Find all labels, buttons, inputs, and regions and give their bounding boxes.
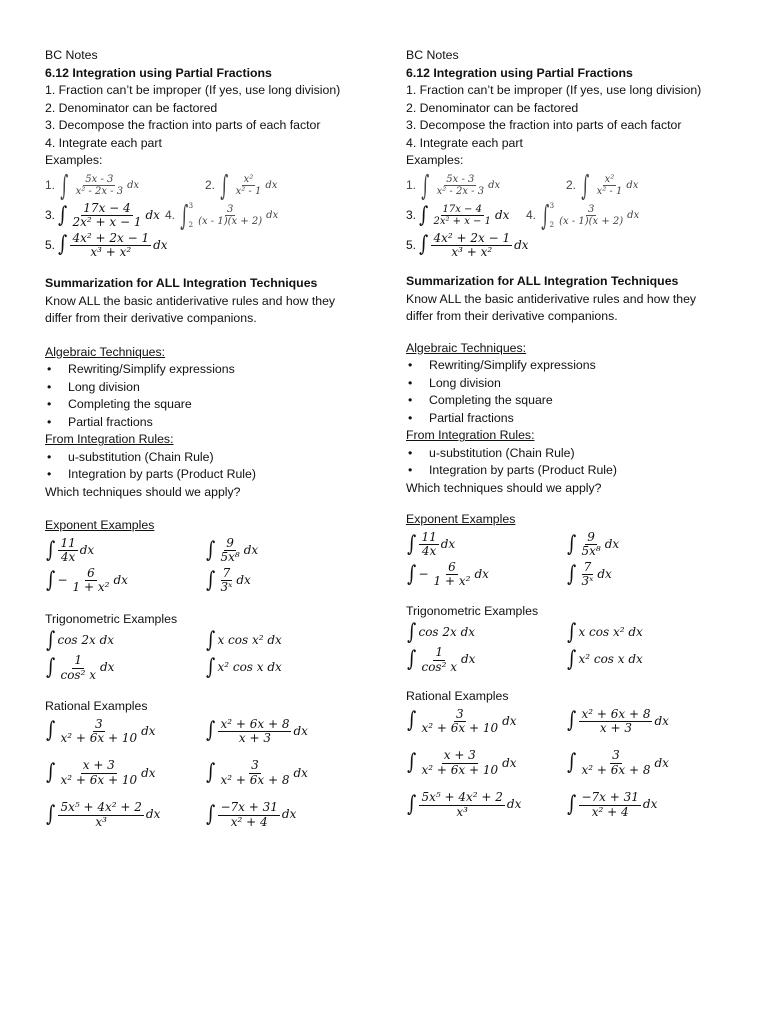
exponent-heading: Exponent Examples (406, 512, 516, 527)
algebraic-list (406, 357, 758, 427)
notes-column-left (45, 47, 397, 831)
integral-sign: ∫ (541, 198, 550, 232)
rational-3-fraction: $\frac{x + 3}{\text{x² + 6x + 10}}$ (421, 748, 499, 777)
integral-sign: ∫ (58, 202, 68, 228)
trig-a-expression: cos 2x dx (418, 625, 476, 640)
rational-1-fraction: $\frac{3}{\text{x² + 6x + 10}}$ (421, 706, 499, 735)
summary-text-2: differ from their derivative companions. (45, 311, 257, 326)
example-number: 3. (406, 207, 417, 222)
integral-sign: ∫ (206, 760, 216, 786)
integral-sign: ∫ (206, 628, 216, 654)
list-item: • Completing the square (45, 396, 397, 414)
integral-sign: ∫ (46, 718, 56, 744)
rational-2-fraction: $\frac{\text{x² + 6x + 8}}{x + 3}$ (581, 706, 651, 735)
integral-sign: ∫ (206, 802, 216, 828)
question-text: Which techniques should we apply? (406, 480, 602, 495)
exponent-d-fraction: $\frac{7}{\text{3ˣ}}$ (220, 565, 233, 595)
example-row-5: 5. ∫ $\frac{\text{4x² + 2x − 1}}{\text{x³ + x²}}$ dx (406, 230, 529, 259)
example-2-fraction: $\frac{\text{x²}}{\text{x² - 1}}$ (596, 173, 623, 197)
rational-examples: ∫ $\frac{3}{\text{x² + 6x + 10}}$ dx ∫ $\frac{\text{x² + 6x + 8}}{x + 3}$ dx ∫ $\frac{x + 3}{\text{x² + 6x + 10}}$ dx ∫ $\frac{3}{\text{x² + 6x + 8}}$ dx ∫ $\frac{\text{5x⁵ + 4x² + 2}}{\text{x³}}$ dx ∫ $\frac{-7x + 31}{\text{x² + 4}}$ dx (46, 716, 308, 829)
exponent-examples: ∫ $\frac{11}{4x}$ dx ∫ $\frac{9}{\text{5x⁸}}$ dx ∫ − $\frac{6}{\text{1 + x²}}$ dx ∫ $\frac{7}{\text{3ˣ}}$ dx (46, 535, 259, 595)
example-4-fraction: $\frac{3}{(x - 1)(x + 2)}$ (559, 203, 624, 227)
trig-examples: ∫ cos 2x dx ∫ x cos x² dx ∫ $\frac{1}{\text{cos² x}}$ dx ∫ x² cos x dx (407, 620, 643, 674)
integral-sign: ∫ (407, 561, 417, 587)
course-label: BC Notes (45, 48, 98, 62)
summary-text-2: differ from their derivative companions. (406, 309, 618, 324)
integral-sign: ∫ (46, 802, 56, 828)
list-item: • Integration by parts (Product Rule) (406, 462, 758, 480)
example-1-fraction: $\frac{5x - 3}{\text{x² - 2x - 3}}$ (75, 173, 124, 197)
question-text: Which techniques should we apply? (45, 484, 241, 499)
integral-sign: ∫ (407, 531, 417, 557)
list-item: • u-substitution (Chain Rule) (406, 445, 758, 463)
algebraic-list (45, 361, 397, 431)
example-3-fraction: $\frac{17x - 4}{\text{2x² + x − 1}}$ (433, 203, 491, 227)
step-4: 4. Integrate each part (45, 135, 162, 150)
rational-heading: Rational Examples (45, 699, 148, 713)
rational-6-fraction: $\frac{-7x + 31}{\text{x² + 4}}$ (220, 800, 278, 829)
rational-1-fraction: $\frac{3}{\text{x² + 6x + 10}}$ (60, 716, 138, 745)
algebraic-heading: Algebraic Techniques: (45, 344, 166, 359)
example-number: 3. (45, 207, 56, 222)
examples-row-3-4: 3. ∫ $\frac{17x - 4}{\text{2x² + x − 1}}$ dx 4. ∫ 3 2 $\frac{3}{(x - 1)(x + 2)}$ dx (45, 198, 279, 232)
examples-row-1-2: 1. ∫ $\frac{5x - 3}{\text{x² - 2x - 3}}$ dx 2. ∫ $\frac{\text{x²}}{\text{x² - 1}}$ dx (406, 168, 639, 202)
list-item: • Integration by parts (Product Rule) (45, 466, 397, 484)
step-2: 2. Denominator can be factored (406, 100, 579, 115)
rational-4-fraction: $\frac{3}{\text{x² + 6x + 8}}$ (220, 758, 290, 787)
rational-examples: ∫ $\frac{3}{\text{x² + 6x + 10}}$ dx ∫ $\frac{\text{x² + 6x + 8}}{x + 3}$ dx ∫ $\frac{x + 3}{\text{x² + 6x + 10}}$ dx ∫ $\frac{3}{\text{x² + 6x + 8}}$ dx ∫ $\frac{\text{5x⁵ + 4x² + 2}}{\text{x³}}$ dx ∫ $\frac{-7x + 31}{\text{x² + 4}}$ dx (407, 706, 669, 819)
rules-list (45, 449, 397, 484)
example-4-fraction: $\frac{3}{(x - 1)(x + 2)}$ (198, 203, 263, 227)
integral-sign: ∫ (407, 708, 417, 734)
exponent-examples: ∫ $\frac{11}{4x}$ dx ∫ $\frac{9}{\text{5x⁸}}$ dx ∫ − $\frac{6}{\text{1 + x²}}$ dx ∫ $\frac{7}{\text{3ˣ}}$ dx (407, 529, 620, 589)
example-row-5: 5. ∫ $\frac{\text{4x² + 2x − 1}}{\text{x³ + x²}}$ dx (45, 230, 168, 259)
examples-row-1-2: 1. ∫ $\frac{5x - 3}{\text{x² - 2x - 3}}$ dx 2. ∫ $\frac{\text{x²}}{\text{x² - 1}}$ dx (45, 168, 278, 202)
step-1: 1. Fraction can’t be improper (If yes, use long division) (406, 83, 702, 97)
examples-label: Examples: (406, 153, 464, 167)
rational-2-fraction: $\frac{\text{x² + 6x + 8}}{x + 3}$ (220, 716, 290, 745)
integral-sign: ∫ (206, 655, 216, 681)
list-item: • Long division (406, 375, 758, 393)
examples-row-3-4: 3. ∫ $\frac{17x - 4}{\text{2x² + x − 1}}$ dx 4. ∫ 3 2 $\frac{3}{(x - 1)(x + 2)}$ dx (406, 198, 640, 232)
step-1: 1. Fraction can’t be improper (If yes, use long division) (45, 83, 341, 97)
summary-title: Summarization for ALL Integration Techniques (406, 274, 679, 289)
integral-sign: ∫ (581, 168, 590, 202)
integral-sign: ∫ (206, 718, 216, 744)
summary-title: Summarization for ALL Integration Techniques (45, 276, 318, 291)
notes-column-right (406, 47, 758, 821)
list-item: • u-substitution (Chain Rule) (45, 449, 397, 467)
example-number: 4. (526, 207, 537, 222)
integral-sign: ∫ (567, 708, 577, 734)
integral-sign: ∫ (407, 620, 417, 646)
rational-4-fraction: $\frac{3}{\text{x² + 6x + 8}}$ (581, 748, 651, 777)
integral-sign: ∫ (567, 647, 577, 673)
step-4: 4. Integrate each part (406, 135, 523, 150)
integral-sign: ∫ (46, 628, 56, 654)
rational-heading: Rational Examples (406, 689, 509, 703)
trig-heading: Trigonometric Examples (406, 603, 539, 618)
step-2: 2. Denominator can be factored (45, 100, 218, 115)
step-3: 3. Decompose the fraction into parts of each factor (45, 118, 321, 132)
example-3-fraction: $\frac{17x - 4}{\text{2x² + x − 1}}$ (72, 200, 142, 229)
trig-b-expression: x cos x² dx (578, 625, 643, 640)
integral-sign: ∫ (407, 647, 417, 673)
summary-text-1: Know ALL the basic antiderivative rules and how they (45, 293, 336, 308)
integral-sign: ∫ (46, 760, 56, 786)
rational-5-fraction: $\frac{\text{5x⁵ + 4x² + 2}}{\text{x³}}$ (60, 800, 142, 829)
exponent-heading: Exponent Examples (45, 518, 155, 533)
integral-sign: ∫ (46, 655, 56, 681)
integral-sign: ∫ (567, 620, 577, 646)
exponent-b-fraction: $\frac{9}{\text{5x⁸}}$ (581, 529, 601, 559)
exponent-c-fraction: $\frac{6}{\text{1 + x²}}$ (72, 565, 110, 595)
integral-sign: ∫ (567, 531, 577, 557)
example-2-fraction: $\frac{\text{x²}}{\text{x² - 1}}$ (235, 173, 262, 197)
list-item: • Completing the square (406, 392, 758, 410)
example-number: 2. (205, 177, 216, 192)
rules-heading: From Integration Rules: (406, 428, 535, 443)
list-item: • Rewriting/Simplify expressions (406, 357, 758, 375)
examples-label: Examples: (45, 153, 103, 167)
rational-6-fraction: $\frac{-7x + 31}{\text{x² + 4}}$ (581, 790, 639, 819)
example-number: 5. (406, 237, 417, 252)
example-1-fraction: $\frac{5x - 3}{\text{x² - 2x - 3}}$ (436, 173, 485, 197)
integral-limits: 3 2 (549, 201, 555, 229)
trig-c-fraction: $\frac{1}{\text{cos² x}}$ (60, 653, 96, 682)
trig-a-expression: cos 2x dx (57, 633, 115, 648)
integral-sign: ∫ (46, 567, 56, 593)
trig-d-expression: x² cos x dx (578, 652, 643, 667)
summary-text-1: Know ALL the basic antiderivative rules and how they (406, 291, 697, 306)
list-item: • Partial fractions (406, 410, 758, 428)
trig-d-expression: x² cos x dx (217, 660, 282, 675)
integral-sign: ∫ (419, 232, 429, 258)
example-number: 4. (165, 207, 176, 222)
example-number: 2. (566, 177, 577, 192)
exponent-a-fraction: $\frac{11}{4x}$ (421, 529, 437, 559)
integral-sign: ∫ (407, 792, 417, 818)
example-number: 1. (45, 177, 56, 192)
trig-heading: Trigonometric Examples (45, 611, 178, 626)
integral-sign: ∫ (180, 198, 189, 232)
integral-sign: ∫ (58, 232, 68, 258)
trig-examples: ∫ cos 2x dx ∫ x cos x² dx ∫ $\frac{1}{\text{cos² x}}$ dx ∫ x² cos x dx (46, 628, 282, 682)
integral-sign: ∫ (567, 750, 577, 776)
integral-sign: ∫ (421, 168, 430, 202)
section-title: 6.12 Integration using Partial Fractions (45, 65, 272, 80)
exponent-d-fraction: $\frac{7}{\text{3ˣ}}$ (581, 559, 594, 589)
integral-sign: ∫ (567, 561, 577, 587)
example-5-fraction: $\frac{\text{4x² + 2x − 1}}{\text{x³ + x²}}$ (433, 230, 511, 259)
exponent-c-fraction: $\frac{6}{\text{1 + x²}}$ (433, 559, 471, 589)
integral-sign: ∫ (220, 168, 229, 202)
step-3: 3. Decompose the fraction into parts of each factor (406, 118, 682, 132)
example-5-fraction: $\frac{\text{4x² + 2x − 1}}{\text{x³ + x²}}$ (72, 230, 150, 259)
integral-sign: ∫ (567, 792, 577, 818)
course-label: BC Notes (406, 48, 459, 62)
list-item: • Long division (45, 379, 397, 397)
list-item: • Partial fractions (45, 414, 397, 432)
rules-heading: From Integration Rules: (45, 432, 174, 447)
rational-5-fraction: $\frac{\text{5x⁵ + 4x² + 2}}{\text{x³}}$ (421, 790, 503, 819)
integral-sign: ∫ (206, 537, 216, 563)
integral-limits: 3 2 (188, 201, 194, 229)
integral-sign: ∫ (46, 537, 56, 563)
section-title: 6.12 Integration using Partial Fractions (406, 65, 633, 80)
example-number: 5. (45, 237, 56, 252)
rules-list (406, 445, 758, 480)
algebraic-heading: Algebraic Techniques: (406, 340, 527, 355)
exponent-b-fraction: $\frac{9}{\text{5x⁸}}$ (220, 535, 240, 565)
integral-sign: ∫ (60, 168, 69, 202)
integral-sign: ∫ (206, 567, 216, 593)
exponent-a-fraction: $\frac{11}{4x}$ (60, 535, 76, 565)
trig-c-fraction: $\frac{1}{\text{cos² x}}$ (421, 645, 457, 674)
integral-sign: ∫ (419, 202, 429, 228)
trig-b-expression: x cos x² dx (217, 633, 282, 648)
list-item: • Rewriting/Simplify expressions (45, 361, 397, 379)
rational-3-fraction: $\frac{x + 3}{\text{x² + 6x + 10}}$ (60, 758, 138, 787)
example-number: 1. (406, 177, 417, 192)
integral-sign: ∫ (407, 750, 417, 776)
